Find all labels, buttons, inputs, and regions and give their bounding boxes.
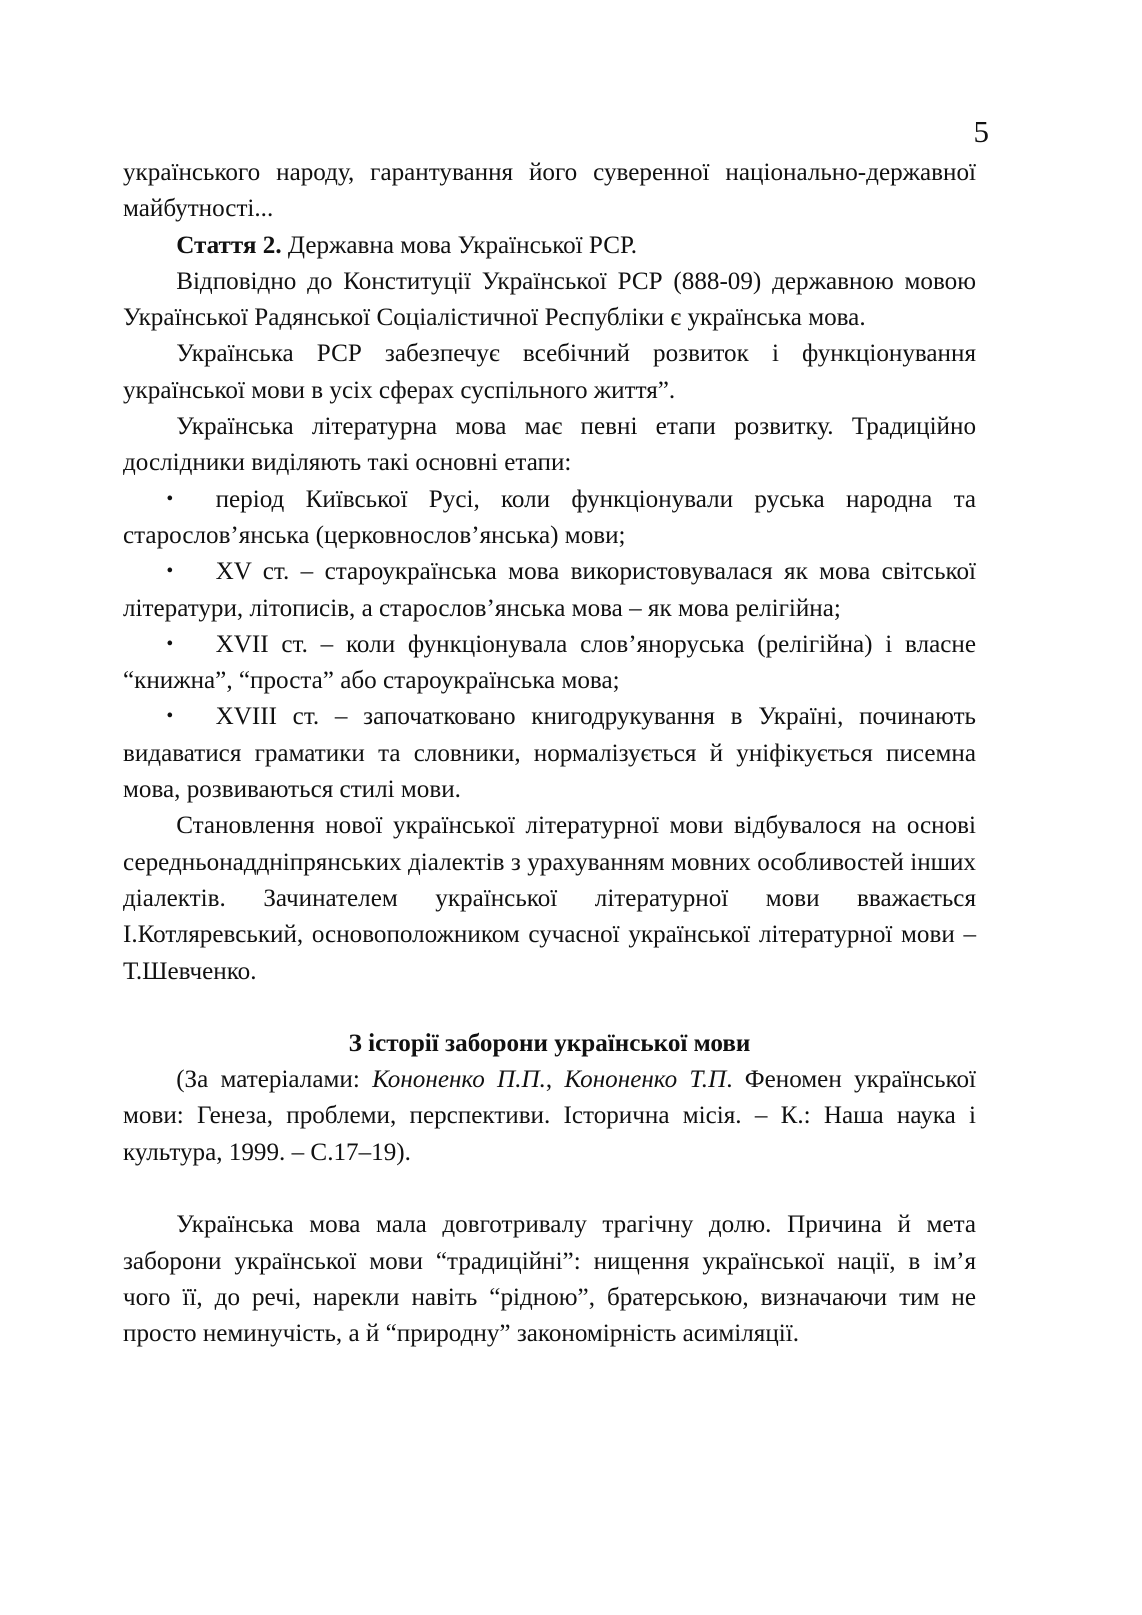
list-item-text: XVIII ст. – започатковано книгодрукування в Україні, починають видаватися граматики та словники, нормалізується й уніфікується писемна мова, розвиваються стилі мови. <box>123 701 977 804</box>
page-content <box>123 154 976 1352</box>
formation-paragraph: Становлення нової української літературної мови відбувалося на основі середньонаддніпрянських діалектів з урахуванням мовних особливостей інших діалектів. Зачинателем української літературної мови вважається І.Котляревський, основоположником сучасної української літературної мови – Т.Шевченко. <box>123 810 977 985</box>
bullet-icon: • <box>166 632 174 655</box>
citation-paragraph <box>123 1061 976 1170</box>
stages-intro-paragraph: Українська літературна мова має певні етапи розвитку. Традиційно дослідники виділяють такі основні етапи: <box>123 411 977 477</box>
list-item <box>123 626 976 699</box>
list-item-text: період Київської Русі, коли функціонували руська народна та старослов’янська (церковнослов’янська) мови; <box>123 483 977 549</box>
list-item <box>123 481 976 554</box>
article-2-paragraph-2: Українська РСР забезпечує всебічний розвиток і функціонування української мови в усіх сферах суспільного життя”. <box>123 338 977 404</box>
citation-separator: , <box>545 1064 565 1094</box>
closing-paragraph: Українська мова мала довготривалу трагічну долю. Причина й мета заборони української мови “традиційні”: нищення української нації, в ім’я чого її, до речі, нарекли навіть “рідною”, братерською, визначаючи тим не просто неминучість, а й “природну” закономірність асиміляції. <box>123 1209 977 1348</box>
section-heading: З історії заборони української мови <box>348 1027 751 1057</box>
bullet-icon: • <box>166 487 174 510</box>
citation-rest: . Феномен української мови: Генеза, проблеми, перспективи. Історична місія. – К.: Наша наука і культура, 1999. – С.17–19). <box>123 1064 977 1166</box>
list-item <box>123 698 976 807</box>
stages-list <box>123 481 976 808</box>
citation-author-1: Кононенко П.П. <box>372 1064 546 1094</box>
citation-prefix: (За матеріалами: <box>176 1064 373 1094</box>
page-number: 5 <box>973 114 989 149</box>
article-2-title: Державна мова Української РСР. <box>281 229 638 259</box>
bullet-icon: • <box>166 560 174 583</box>
intro-continuation: українського народу, гарантування його суверенної національно-державної майбутності... <box>123 157 977 223</box>
article-2-label: Стаття 2. <box>176 229 282 259</box>
list-item-text: XVII ст. – коли функціонувала слов’яноруська (релігійна) і власне “книжна”, “проста” або староукраїнська мова; <box>123 628 977 695</box>
bullet-icon: • <box>166 705 174 728</box>
citation-author-2: Кононенко Т.П <box>564 1064 727 1094</box>
list-item <box>123 553 976 626</box>
list-item-text: XV ст. – староукраїнська мова використовувалася як мова світської літератури, літописів, а старослов’янська мова – як мова релігійна; <box>123 556 977 622</box>
article-2-paragraph-1: Відповідно до Конституції Української РСР (888-09) державною мовою Української Радянської Соціалістичної Республіки є українська мова. <box>123 265 977 332</box>
blank-line <box>123 1170 976 1206</box>
article-2-heading <box>123 227 976 263</box>
